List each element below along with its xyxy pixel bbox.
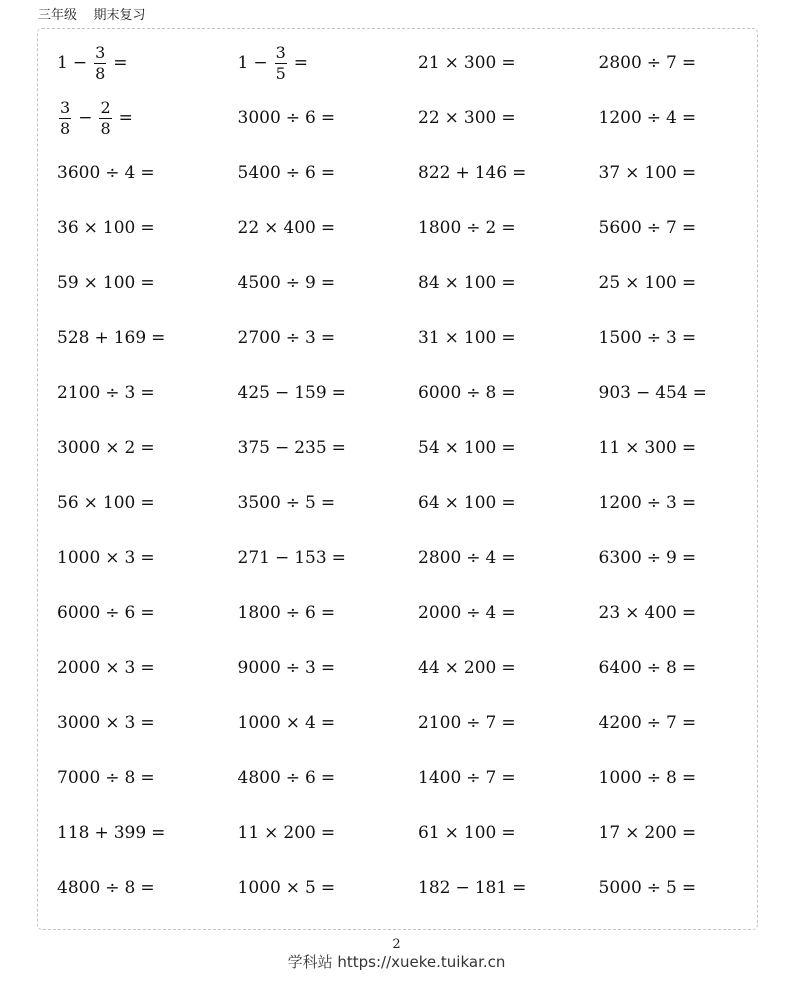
fraction: $\frac{3}{8}$	[95, 42, 106, 83]
fraction: $\frac{3}{8}$	[60, 97, 71, 138]
fraction: $\frac{3}{5}$	[275, 42, 286, 83]
page-number: 2	[392, 937, 401, 952]
fraction: $\frac{2}{8}$	[100, 97, 111, 138]
page-header: 三年级 期末复习	[38, 8, 146, 23]
problem-grid: 1 − $\frac{3}{8}$ = 1 − $\frac{3}{5}$ = 21 × 300 = 2800 ÷ 7 = $\frac{3}{8}$ − $\frac{2}{8}$ = 3000 ÷ 6 = 22 × 300 = 1200 ÷ 4 = 3600 ÷ 4 = 5400 ÷ 6 = 822 + 146 = 37 × 100 = 36 × 100 = 22 × 400 = 1800 ÷ 2 = 5600 ÷ 7 = 59 × 100 = 4500 ÷ 9 = 84 × 100 = 25 × 100 = 528 + 169 = 2700 ÷ 3 = 31 × 100 = 1500 ÷ 3 = 2100 ÷ 3 = 425 − 159 = 6000 ÷ 8 = 903 − 454 = 3000 × 2 = 375 − 235 = 54 × 100 = 11 × 300 = 56 × 100 = 3500 ÷ 5 = 64 × 100 = 1200 ÷ 3 = 1000 × 3 = 271 − 153 = 2800 ÷ 4 = 6300 ÷ 9 = 6000 ÷ 6 = 1800 ÷ 6 = 2000 ÷ 4 = 23 × 400 = 2000 × 3 = 9000 ÷ 3 = 44 × 200 = 6400 ÷ 8 = 3000 × 3 = 1000 × 4 = 2100 ÷ 7 = 4200 ÷ 7 = 7000 ÷ 8 = 4800 ÷ 6 = 1400 ÷ 7 = 1000 ÷ 8 = 118 + 399 = 11 × 200 = 61 × 100 = 17 × 200 = 4800 ÷ 8 = 1000 × 5 = 182 − 181 = 5000 ÷ 5 =	[57, 42, 707, 898]
footer-watermark: 学科站 https://xueke.tuikar.cn	[287, 953, 506, 971]
